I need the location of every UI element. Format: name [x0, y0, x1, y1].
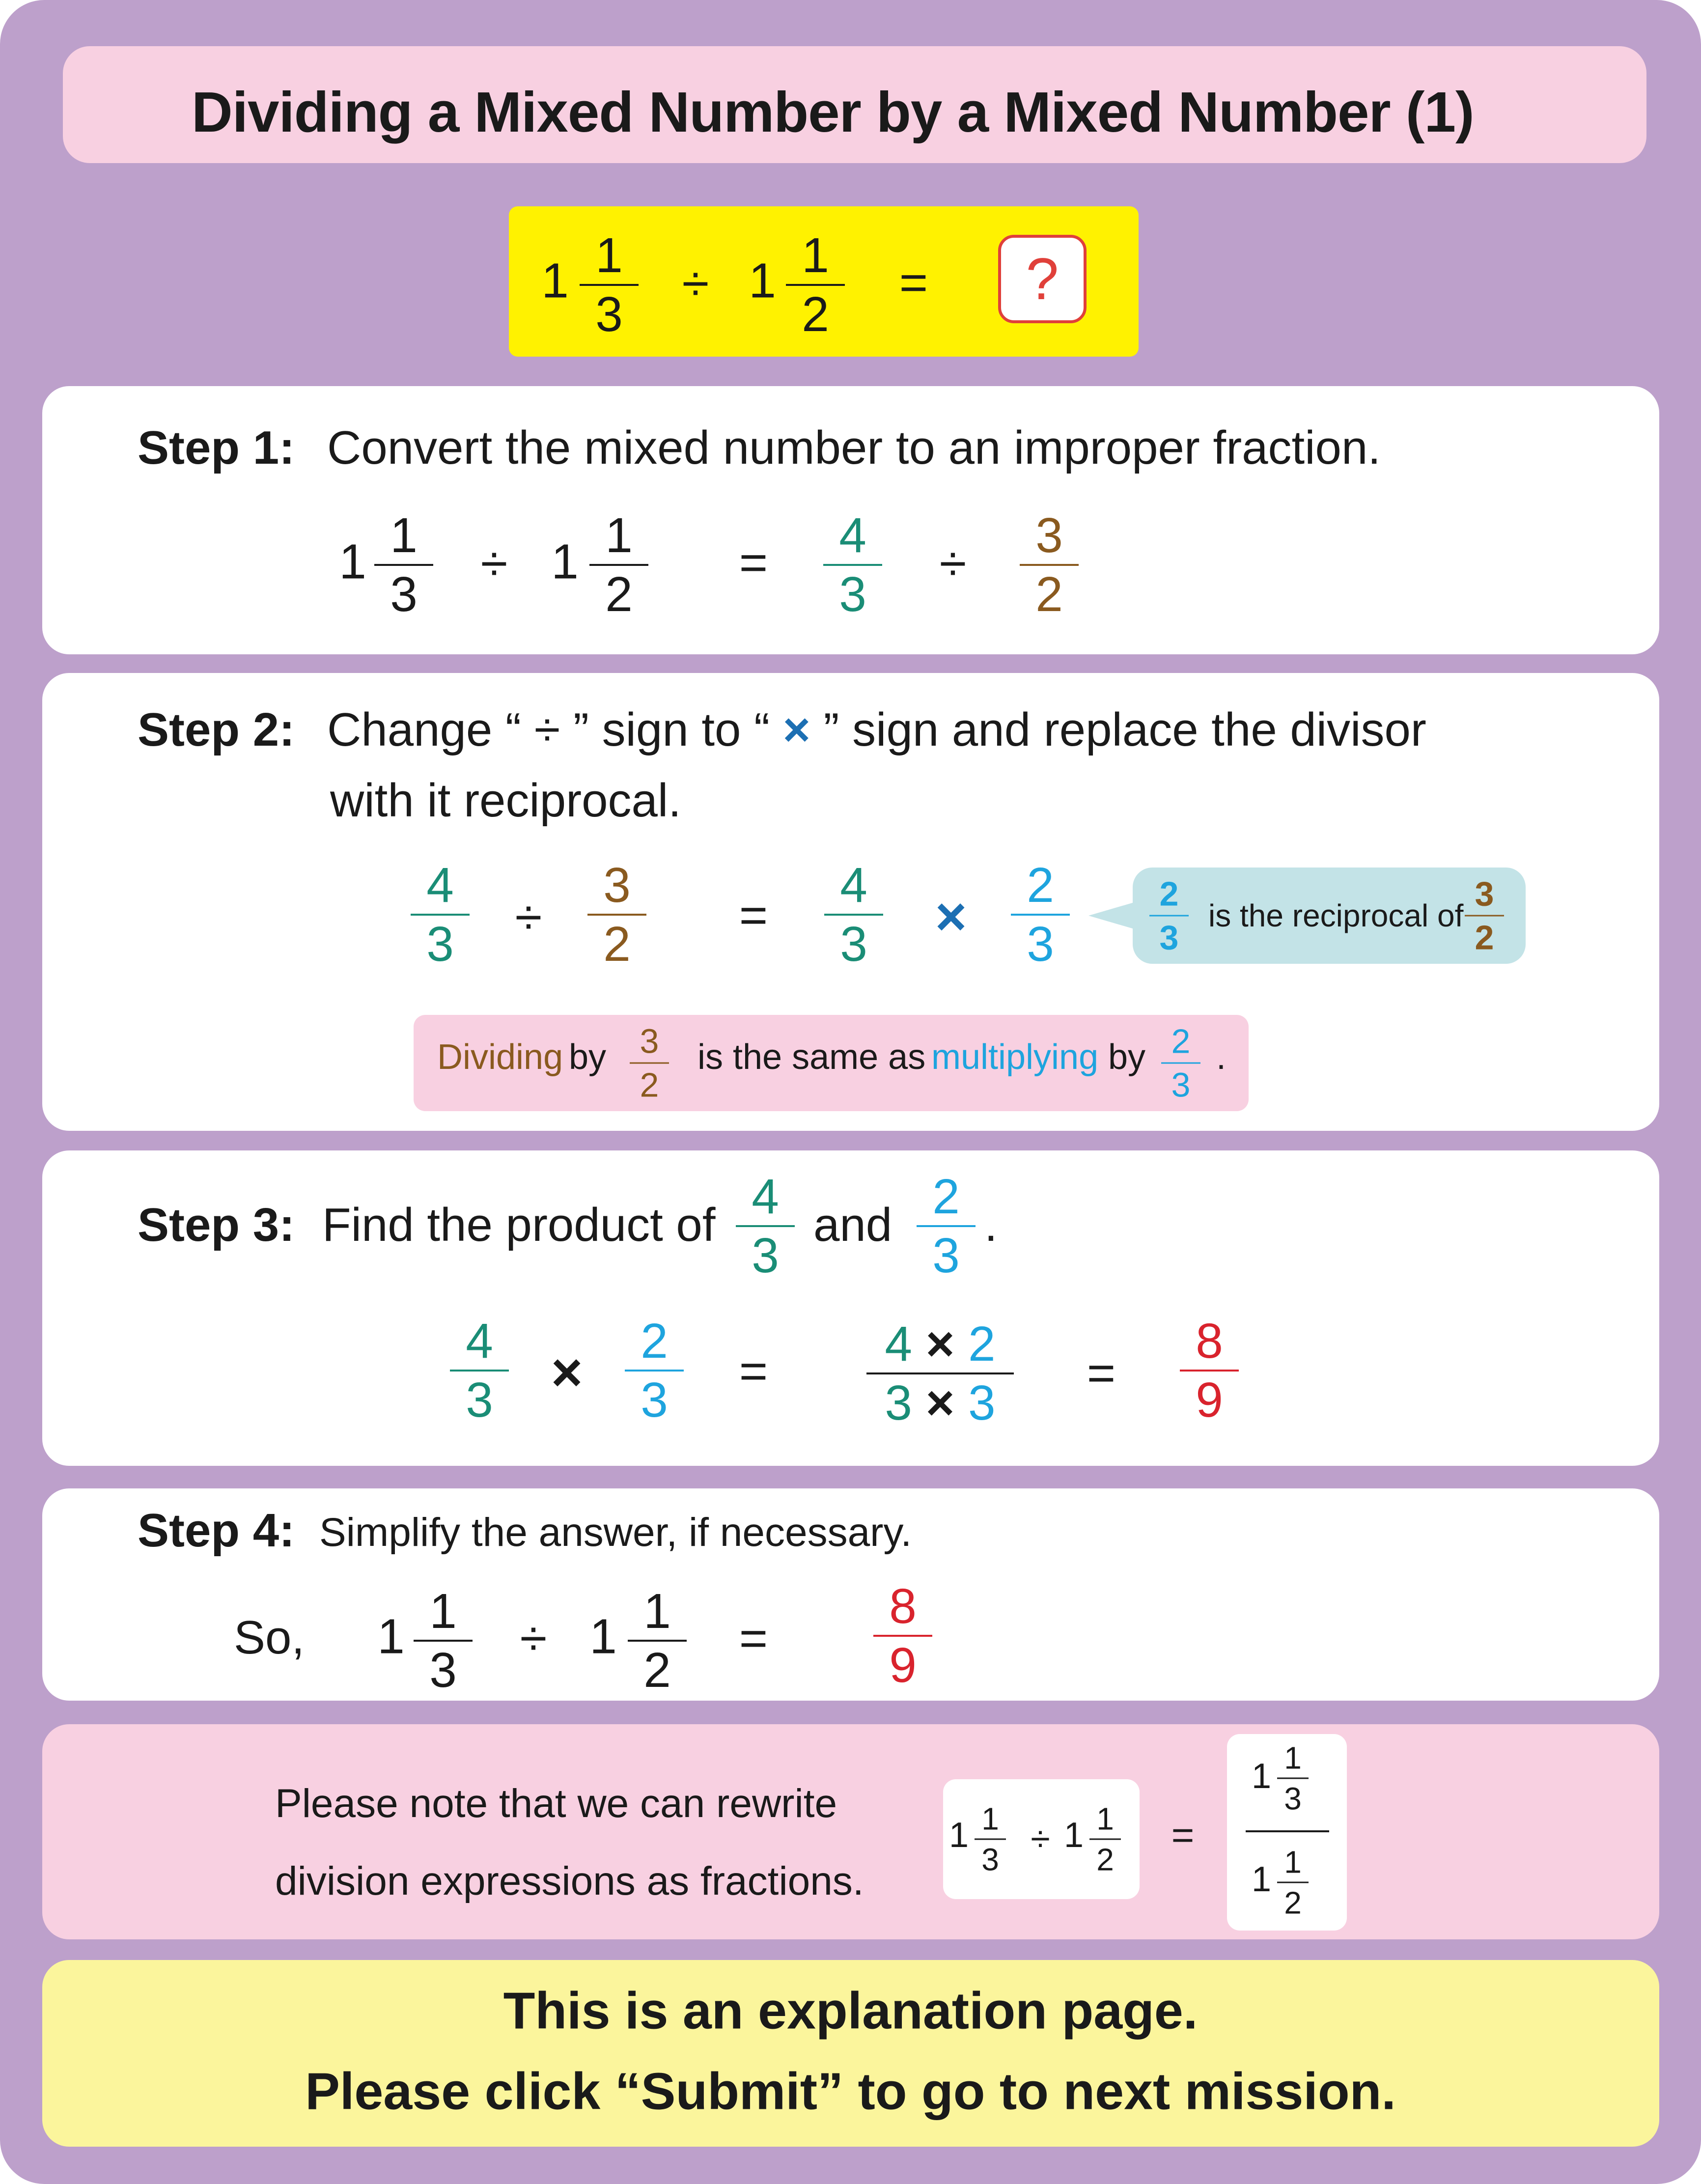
step1-lhs-a-whole: 1 — [339, 534, 366, 589]
step1-label: Step 1: — [138, 421, 295, 474]
note-period: . — [1216, 1037, 1227, 1077]
step2-text-line2: with it reciprocal. — [330, 774, 681, 827]
step3-calc-result-fraction: 8 9 — [1180, 1313, 1239, 1428]
step3-calc-mid-fraction: 4 × 2 3 × 3 — [866, 1316, 1014, 1431]
times-symbol: × — [782, 703, 810, 756]
step2-rhs-b-fraction: 2 3 — [1011, 857, 1070, 973]
note-word-by-1: by — [569, 1037, 607, 1077]
step2-text-line1 — [327, 703, 1426, 757]
problem-b-whole: 1 — [749, 253, 776, 308]
note-equals-sign: = — [1171, 1813, 1195, 1857]
note-frac-bot-whole: 1 — [1251, 1860, 1272, 1899]
step1-rhs-b-fraction: 3 2 — [1020, 507, 1079, 623]
step3-fraction-2: 2 3 — [917, 1168, 976, 1284]
step4-a-fraction: 1 3 — [414, 1583, 473, 1699]
step3-text-and: and — [813, 1199, 892, 1251]
step3-calc-times-sign: × — [551, 1342, 583, 1403]
note-frac-top-fraction: 1 3 — [1277, 1738, 1309, 1819]
bubble-fraction-2: 3 2 — [1465, 873, 1504, 959]
step1-lhs-b-whole: 1 — [551, 534, 579, 589]
note-fraction-2: 2 3 — [1161, 1020, 1200, 1106]
footer-line1: This is an explanation page. — [503, 1982, 1198, 2040]
step2-equals-sign: = — [739, 888, 768, 943]
note-line2: division expressions as fractions. — [275, 1859, 864, 1904]
problem-b-fraction: 1 2 — [786, 227, 845, 343]
step3-label: Step 3: — [138, 1199, 295, 1251]
step4-label: Step 4: — [138, 1504, 295, 1557]
problem-a-whole: 1 — [541, 253, 569, 308]
bubble-text: is the reciprocal of — [1208, 898, 1464, 933]
note-expr-b-fraction: 1 2 — [1089, 1799, 1121, 1879]
answer-box[interactable]: ? — [998, 235, 1087, 323]
step3-calc-a-fraction: 4 3 — [450, 1313, 509, 1428]
step3-text-period: . — [984, 1199, 998, 1251]
step4-so: So, — [234, 1611, 305, 1664]
step2-lhs-b-fraction: 3 2 — [587, 857, 646, 973]
step1-lhs-b-fraction: 1 2 — [589, 507, 648, 623]
step2-times-sign: × — [935, 886, 967, 947]
step1-rhs-a-fraction: 4 3 — [823, 507, 882, 623]
step2-text-after: ” sign and replace the divisor — [823, 703, 1426, 756]
step3-fraction-1: 4 3 — [736, 1168, 795, 1284]
note-word-dividing: Dividing — [437, 1037, 563, 1077]
step2-text-before: Change “ ÷ ” sign to “ — [327, 703, 770, 756]
step1-equals-sign: = — [739, 535, 768, 590]
note-main-fraction-bar — [1246, 1830, 1329, 1832]
page-title: Dividing a Mixed Number by a Mixed Number (1) — [192, 80, 1474, 144]
footer-line2: Please click “Submit” to go to next mission. — [305, 2062, 1396, 2121]
step3-text-before: Find the product of — [322, 1199, 716, 1251]
problem-equals-sign: = — [899, 255, 928, 310]
step4-b-whole: 1 — [589, 1609, 617, 1664]
step2-lhs-a-fraction: 4 3 — [411, 857, 470, 973]
note-expr-divide-sign: ÷ — [1031, 1820, 1050, 1859]
problem-a-fraction: 1 3 — [580, 227, 639, 343]
note-panel — [42, 1724, 1659, 1939]
step1-lhs-a-fraction: 1 3 — [374, 507, 433, 623]
step1-rhs-divide-sign: ÷ — [939, 536, 967, 591]
step4-a-whole: 1 — [377, 1609, 405, 1664]
step4-result-fraction: 8 9 — [873, 1578, 932, 1694]
step1-divide-sign: ÷ — [480, 536, 508, 591]
note-frac-bot-fraction: 1 2 — [1277, 1843, 1309, 1923]
note-expr-a-whole: 1 — [948, 1816, 969, 1855]
note-fraction-1: 3 2 — [630, 1020, 669, 1106]
note-expr-a-fraction: 1 3 — [975, 1799, 1006, 1879]
note-word-same-as: is the same as — [697, 1037, 926, 1077]
step4-b-fraction: 1 2 — [628, 1583, 687, 1699]
step2-lhs-divide-sign: ÷ — [515, 890, 542, 945]
step4-text: Simplify the answer, if necessary. — [319, 1510, 912, 1555]
note-word-by-2: by — [1108, 1037, 1146, 1077]
step3-calc-equals-1: = — [739, 1344, 768, 1399]
step2-rhs-a-fraction: 4 3 — [824, 857, 883, 973]
note-line1: Please note that we can rewrite — [275, 1781, 837, 1826]
step1-text: Convert the mixed number to an improper fraction. — [327, 421, 1381, 474]
note-frac-top-whole: 1 — [1251, 1757, 1272, 1796]
note-word-multiplying: multiplying — [931, 1037, 1099, 1077]
problem-divide-sign: ÷ — [682, 256, 709, 311]
step4-divide-sign: ÷ — [520, 1611, 547, 1666]
bubble-tail — [1088, 902, 1136, 929]
step4-equals-sign: = — [739, 1611, 768, 1666]
step3-calc-b-fraction: 2 3 — [625, 1313, 684, 1428]
note-expr-b-whole: 1 — [1063, 1816, 1084, 1855]
step3-calc-equals-2: = — [1087, 1345, 1116, 1401]
bubble-fraction-1: 2 3 — [1149, 873, 1189, 959]
step2-label: Step 2: — [138, 703, 295, 756]
